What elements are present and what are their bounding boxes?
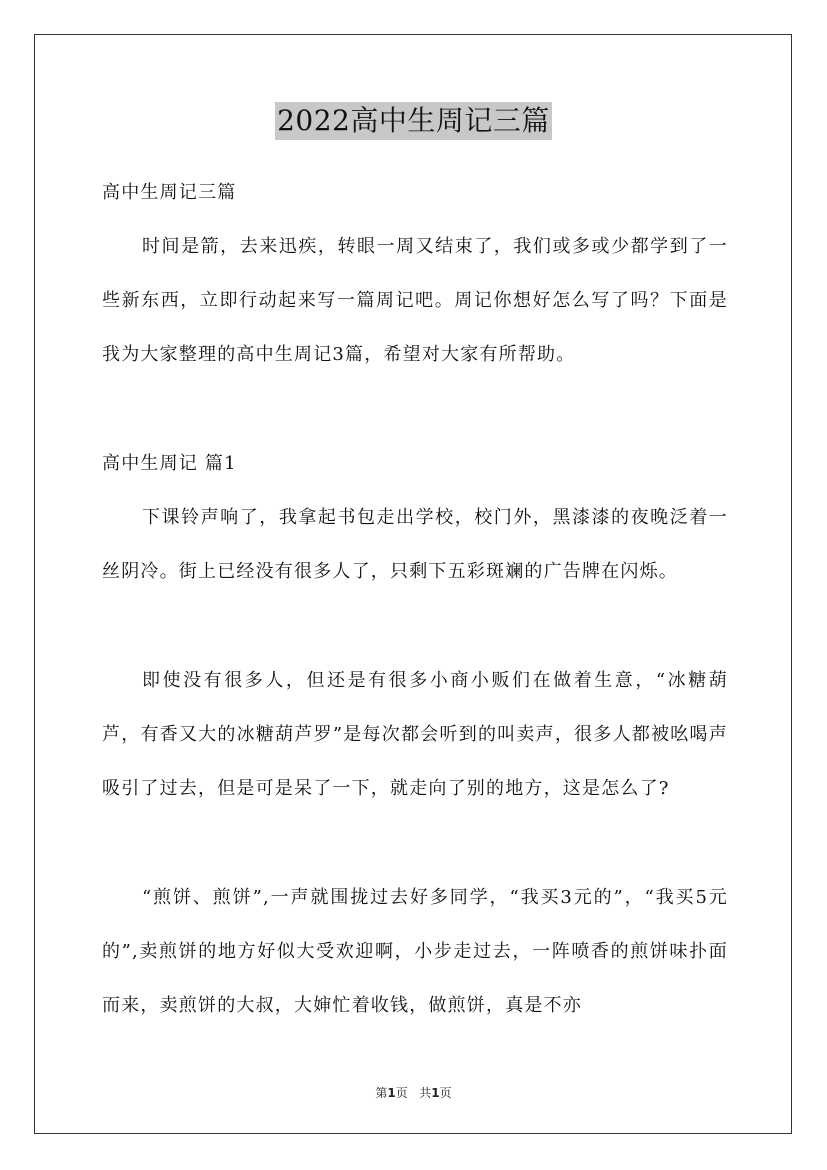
total-suffix: 页 (439, 1086, 452, 1100)
page-footer (0, 1084, 827, 1101)
page-suffix: 页 (395, 1086, 408, 1100)
subtitle: 高中生周记三篇 (102, 182, 237, 203)
body-paragraph: “煎饼、煎饼”,一声就围拢过去好多同学，“我买3元的”，“我买5元的”,卖煎饼的地方好似大受欢迎啊，小步走过去，一阵喷香的煎饼味扑面而来，卖煎饼的大叔，大婶忙着收钱，做煎饼，真是不亦 (102, 887, 728, 1016)
page-number: 1 (387, 1086, 396, 1100)
document-title: 2022高中生周记三篇 (275, 102, 552, 140)
section-heading: 高中生周记 篇1 (102, 453, 237, 474)
body-paragraph: 即使没有很多人，但还是有很多小商小贩们在做着生意，“冰糖葫芦，有香又大的冰糖葫芦罗”是每次都会听到的叫卖声，很多人都被吆喝声吸引了过去，但是可是呆了一下，就走向了别的地方，这是怎么了? (102, 670, 728, 799)
total-prefix: 共 (419, 1086, 432, 1100)
intro-paragraph: 时间是箭，去来迅疾，转眼一周又结束了，我们或多或少都学到了一些新东西，立即行动起来写一篇周记吧。周记你想好怎么写了吗？下面是我为大家整理的高中生周记3篇，希望对大家有所帮助。 (102, 236, 728, 365)
body-paragraph: 下课铃声响了，我拿起书包走出学校，校门外，黑漆漆的夜晚泛着一丝阴冷。街上已经没有很多人了，只剩下五彩斑斓的广告牌在闪烁。 (102, 507, 728, 582)
title-container (0, 102, 827, 140)
total-pages: 1 (431, 1086, 440, 1100)
page-prefix: 第 (375, 1086, 388, 1100)
